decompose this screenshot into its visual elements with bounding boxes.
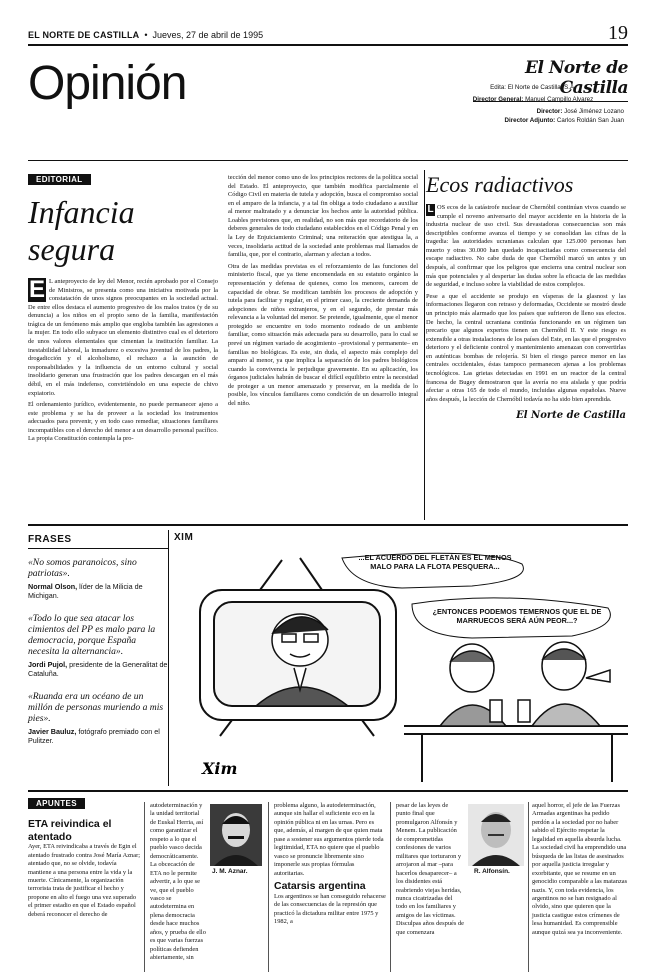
- credits-adjunto-label: Director Adjunto:: [504, 116, 556, 124]
- quote-item: [28, 557, 168, 601]
- credits-dg-name: Manuel Campillo Alvarez: [525, 95, 594, 103]
- apuntes-text: Los argentinos se han conseguido rehacerse de las consecuencias de la represión que practicó la dictadura militar entre 1975 y 1982, a: [274, 892, 386, 926]
- credits-director: [438, 108, 628, 117]
- apuntes-headline-eta: ETA reivindica el atentado: [28, 818, 112, 843]
- apuntes-column-1: [28, 818, 140, 921]
- photo-aznar: [210, 804, 262, 866]
- divider-middle: [28, 524, 628, 526]
- quote-text: «Ruanda era un océano de un millón de personas muriendo a mis pies».: [28, 690, 164, 724]
- quote-text: «Todo lo que sea atacar los cimientos del PP es malo para la democracia, porque España necesita la alternancia».: [28, 612, 156, 657]
- editorial-kicker: EDITORIAL: [28, 174, 91, 185]
- apuntes-column-2: [150, 802, 206, 965]
- editorial-paragraph: tección del menor como uno de los principios rectores de la política social del Estado. El anteproyecto, que también modifica parcialmente el Código Civil en materia de tutela y adopción, busca el compromiso social en el amparo de la infancia, y a tal fin obliga a todo ciudadano a auxiliar al menor maltratado y a denunciar los hechos ante la autoridad pública. Loables previsiones que, en realidad, no son más que recordatorio de los deberes generales de todo ciudadano establecidos en el Código Penal y en la Ley de Enjuiciamiento Criminal; una reiteración que atestigua la, a veces, insolidaria actitud de la sociedad ante problemas mal llamados de familia, que, por el contrario, alarman y afectan a todos.: [228, 174, 418, 259]
- column-divider: [268, 802, 269, 972]
- column-divider: [390, 802, 391, 972]
- quote-role: presidente de la Generalitat de Cataluña.: [28, 659, 168, 679]
- editorial-paragraph: El ordenamiento jurídico, evidentemente, no puede permanecer ajeno a este problema y se ha de proveer a la sociedad los instrumentos adecuados para prevenir, y en todo caso remediar, situaciones familiares incompatibles con el derecho del menor a un desarrollo personal pacífico. La propia Constitución contempla la pro-: [28, 401, 218, 443]
- quote-author: Javier Bauluz,: [28, 726, 77, 736]
- divider-top: [28, 160, 628, 161]
- ecos-paragraph: Pese a que el accidente se produjo en vísperas de la glasnost y las informaciones llegaron con retraso y deformadas, Occidente se mostró desde un principio más alarmado que los países que sufrieron de lleno sus efectos. De hecho, la central ucraniana continúa funcionando en un régimen tan precario que algunos expertos tienen un Chernóbil II. Y este riesgo es extensible a otras instalaciones de los países del Este, en las que el progresivo deterioro y el deficiente control y mantenimiento amenazan con convertirlas en auténticas bombas de relojería. Si bien el riesgo parece menor en las centrales occidentales, éstas tampoco permanecen ajenas a los problemas tecnológicos. Las grietas detectadas en 1991 en un reactor de la central francesa de Bugey demostraron que la avería no era aislada y que podría afectar a otras 165 de todo el mundo, incluidas algunas españolas. Nueve años después, la lección de Chernóbil todavía no ha sido bien aprendida.: [426, 292, 626, 403]
- credits-director-label: Director:: [536, 107, 563, 115]
- ecos-title: Ecos radiactivos: [426, 172, 574, 197]
- quote-author: Normal Olson,: [28, 582, 78, 592]
- apuntes-section: [28, 798, 628, 974]
- apuntes-text: Ayer, ETA reivindicaba a través de Egin el atentado frustrado contra José María Aznar; atentado que, no se olvide, todavía mantiene a una persona entre la vida y la muerte. Cínicamente, la organización terrorista trata de justificar el hecho y propone en alto el fuego una vez superado el primer estadio en que el Estado español deberá reconocer el derecho de: [28, 843, 140, 918]
- photo-caption-alfonsin: R. Alfonsín.: [474, 868, 510, 875]
- bar-table: [404, 726, 628, 782]
- editorial-paragraph: Otra de las medidas previstas es el reforzamiento de las funciones del ministerio fiscal, que ya tiene encomendada en su estatuto orgánico la representación y defensa de quienes, como los menores, carecen de capacidad de obrar. Se modifican también los procesos de adopción y tutela para facilitar y regular, en el primer caso, la creciente demanda de adopciones de niños extranjeros, y en el segundo, de prestar más relevancia a la voluntad del menor. Se pretende, igualmente, que el menor protegido se encuentre en todo momento rodeado de un ambiente familiar, como situación más adecuada para su desarrollo, para lo cual se prevé un régimen variado de acogimiento –provisional y permanente– en familias no biológicas. Es este, sin duda, el aspecto más complejo del amparo al menor, ya que implica la separación de los padres biológicos cuando la convivencia le perjudique gravemente. En su aplicación, los órganos judiciales habrán de buscar el difícil equilibrio entre la necesidad de proteger a un menor amenazado y preservar, en la medida de lo posible, los vínculos familiares como condición de un desarrollo integral del niño.: [228, 262, 418, 408]
- ecos-signature: El Norte de Castilla: [516, 410, 626, 422]
- divider-bottom: [28, 790, 628, 792]
- quote-role: líder de la Milicia de Michigan.: [28, 582, 143, 601]
- masthead-credits: [438, 84, 628, 126]
- quote-attribution: [28, 727, 168, 746]
- man-right: [518, 642, 610, 726]
- apuntes-kicker: APUNTES: [28, 798, 85, 809]
- cartoon-signature: Xim: [202, 759, 238, 778]
- apuntes-text: autodeterminación y la unidad territorial de Euskal Herria, así como garantizar el respeto a lo que el pueblo vasco decida democráticamente. La obcecación de ETA no le permite advertir, a lo que se ve, que el pueblo vasco se autodetermina en plena democracia desde hace muchos años, y prueba de ello es que varias fuerzas políticas defienden abiertamente, sin: [150, 802, 206, 962]
- apuntes-column-4: [396, 802, 464, 939]
- cartoon: [172, 532, 628, 782]
- column-divider: [424, 170, 425, 520]
- header-date: Jueves, 27 de abril de 1995: [152, 30, 264, 40]
- man-left: [440, 644, 506, 726]
- editorial-paragraph: [28, 278, 218, 398]
- editorial-text: L anteproyecto de ley del Menor, recién aprobado por el Consejo de Ministros, se presenta como una iniciativa motivada por la constatación de unos signos preocupantes en la sociedad actual. De entre ellos destaca el aumento progresivo de los malos tratos (y de su denuncia) a los niños en el propio seno de la familia, manifestación trágica de un fenómeno más amplio que engloba también las agresiones a la mujer. En todo ello subyace un elemento distintivo cual es el deterioro de unos valores elementales que cimentan la institución familiar. La inestabilidad laboral, la inmadurez o excesiva juventud de los padres, la drogadicción y el alcoholismo, el rechazo a la asunción de responsabilidades y la influencia de un entorno cultural y social insolidario generan una frustración que los padres descargan en el más débil, en el más indefenso, convirtiéndolo en una especie de chivo expiatorio.: [28, 278, 218, 397]
- ecos-text: OS ecos de la catástrofe nuclear de Chernóbil continúan vivos cuando se cumple el noveno aniversario del mayor accidente en la historia de la industria nuclear de uso civil. Sus devastadoras consecuencias son más descriptibles conforme avanza el tiempo y se consolidan las cifras de la tragedia: las autoridades ucranianas calculan que 125.000 personas han muerto y otras 30.000 han quedado incapacitadas como consecuencia del escape radiactivo. No cabe duda de que Chernóbil marcó un antes y un después, al confirmar que los peligros que encierra una central nuclear son más que potenciales y al despertar las dudas sobre la eficacia de las medidas de seguridad, e incluso sobre la viabilidad de estos complejos.: [426, 204, 626, 289]
- credits-director-general: [438, 96, 628, 105]
- editorial-column-2: [228, 174, 418, 412]
- column-divider: [528, 802, 529, 972]
- apuntes-headline-argentina: Catarsis argentina: [274, 880, 366, 893]
- editorial-title: Infancia segura: [28, 194, 135, 267]
- photo-alfonsin: [468, 804, 524, 866]
- header-paper-name: EL NORTE DE CASTILLA: [28, 30, 140, 40]
- credits-dg-label: Director General:: [472, 95, 524, 103]
- column-divider: [168, 530, 169, 786]
- section-title: Opinión: [28, 57, 187, 110]
- editorial-column-1: [28, 278, 218, 447]
- column-divider: [144, 802, 145, 972]
- apuntes-text: pesar de las leyes de punto final que promulgaron Alfonsín y Menem. La publicación de comprometidas confesiones de varios militares que torturaron y arrojaron al mar –para hacerlos desaparecer– a los disidentes está reabriendo viejas heridas, nunca cicatrizadas del todo en los familiares y amigos de las víctimas. Disculpas años después de que comenzara: [396, 802, 464, 936]
- photo-alfonsin-image: [468, 804, 524, 866]
- ecos-paragraph: [426, 204, 626, 290]
- frases-heading: FRASES: [28, 534, 168, 549]
- quote-author: Jordi Pujol,: [28, 659, 68, 669]
- credits-director-adjunto: [438, 117, 628, 126]
- page-header: [28, 22, 628, 46]
- editorial-dropcap: E: [28, 276, 45, 303]
- quote-attribution: [28, 582, 168, 601]
- balloon-tv-text: ...EL ACUERDO DEL FLETÁN ES EL MENOS MALO PARA LA FLOTA PESQUERA...: [358, 553, 512, 571]
- quote-item: [28, 613, 168, 679]
- quote-item: [28, 691, 168, 746]
- ecos-dropcap: L: [427, 204, 434, 215]
- masthead-logo: El Norte de Castilla: [525, 58, 628, 98]
- credits-director-name: José Jiménez Lozano: [564, 107, 624, 115]
- photo-aznar-image: [210, 804, 262, 866]
- apuntes-text: problema alguno, la autodeterminación, aunque sin hallar el suficiente eco en la opinión pública ni en las urnas. Pero es que, además, al margen de que quien mata pase a sostener sus argumentos pierde toda legitimidad, ETA no quiere que el pueblo vasco se pronuncie libremente sino imponerle sus propias fórmulas autoritarias.: [274, 802, 384, 877]
- quote-role: fotógrafo premiado con el Pulitzer.: [28, 726, 160, 746]
- cartoon-heading: XIM: [174, 532, 194, 543]
- apuntes-text: aquel horror, el jefe de las Fuerzas Armadas argentinas ha pedido perdón a la sociedad por no haber sabido el Ejército respetar la legalidad en aquella absurda lucha. La sociedad civil ha emprendido una búsqueda de las listas de asesinados por aquella justicia irregular y exorbitante, que se resume en un genocidio comparable a las matanzas nazis. Y, con toda evidencia, los argentinos no se han resignado al olvido, sino que quieren que la justicia castigue estos crímenes de lesa humanidad. Es comprensible aunque quizá sea ya inconveniente.: [532, 802, 628, 936]
- balloon-men-text: ¿ENTONCES PODEMOS TEMERNOS QUE EL DE MARRUECOS SERÁ AÚN PEOR...?: [432, 607, 602, 625]
- page-number: 19: [608, 22, 628, 44]
- apuntes-column-3: [274, 802, 386, 928]
- ecos-body: [426, 204, 626, 404]
- credits-adjunto-name: Carlos Roldán San Juan: [556, 116, 624, 124]
- header-line: EL NORTE DE CASTILLA • Jueves, 27 de abril de 1995: [28, 30, 264, 40]
- apuntes-column-5: [532, 802, 628, 939]
- frases-section: [28, 534, 168, 757]
- quote-attribution: [28, 660, 168, 679]
- credits-edita: Edita: El Norte de Castilla, S.A.: [490, 84, 576, 91]
- quote-text: «No somos paranoicos, sino patriotas».: [28, 557, 137, 580]
- cartoon-drawing: [172, 550, 628, 782]
- photo-caption-aznar: J. M. Aznar.: [212, 868, 248, 875]
- ecos-article: [426, 172, 626, 421]
